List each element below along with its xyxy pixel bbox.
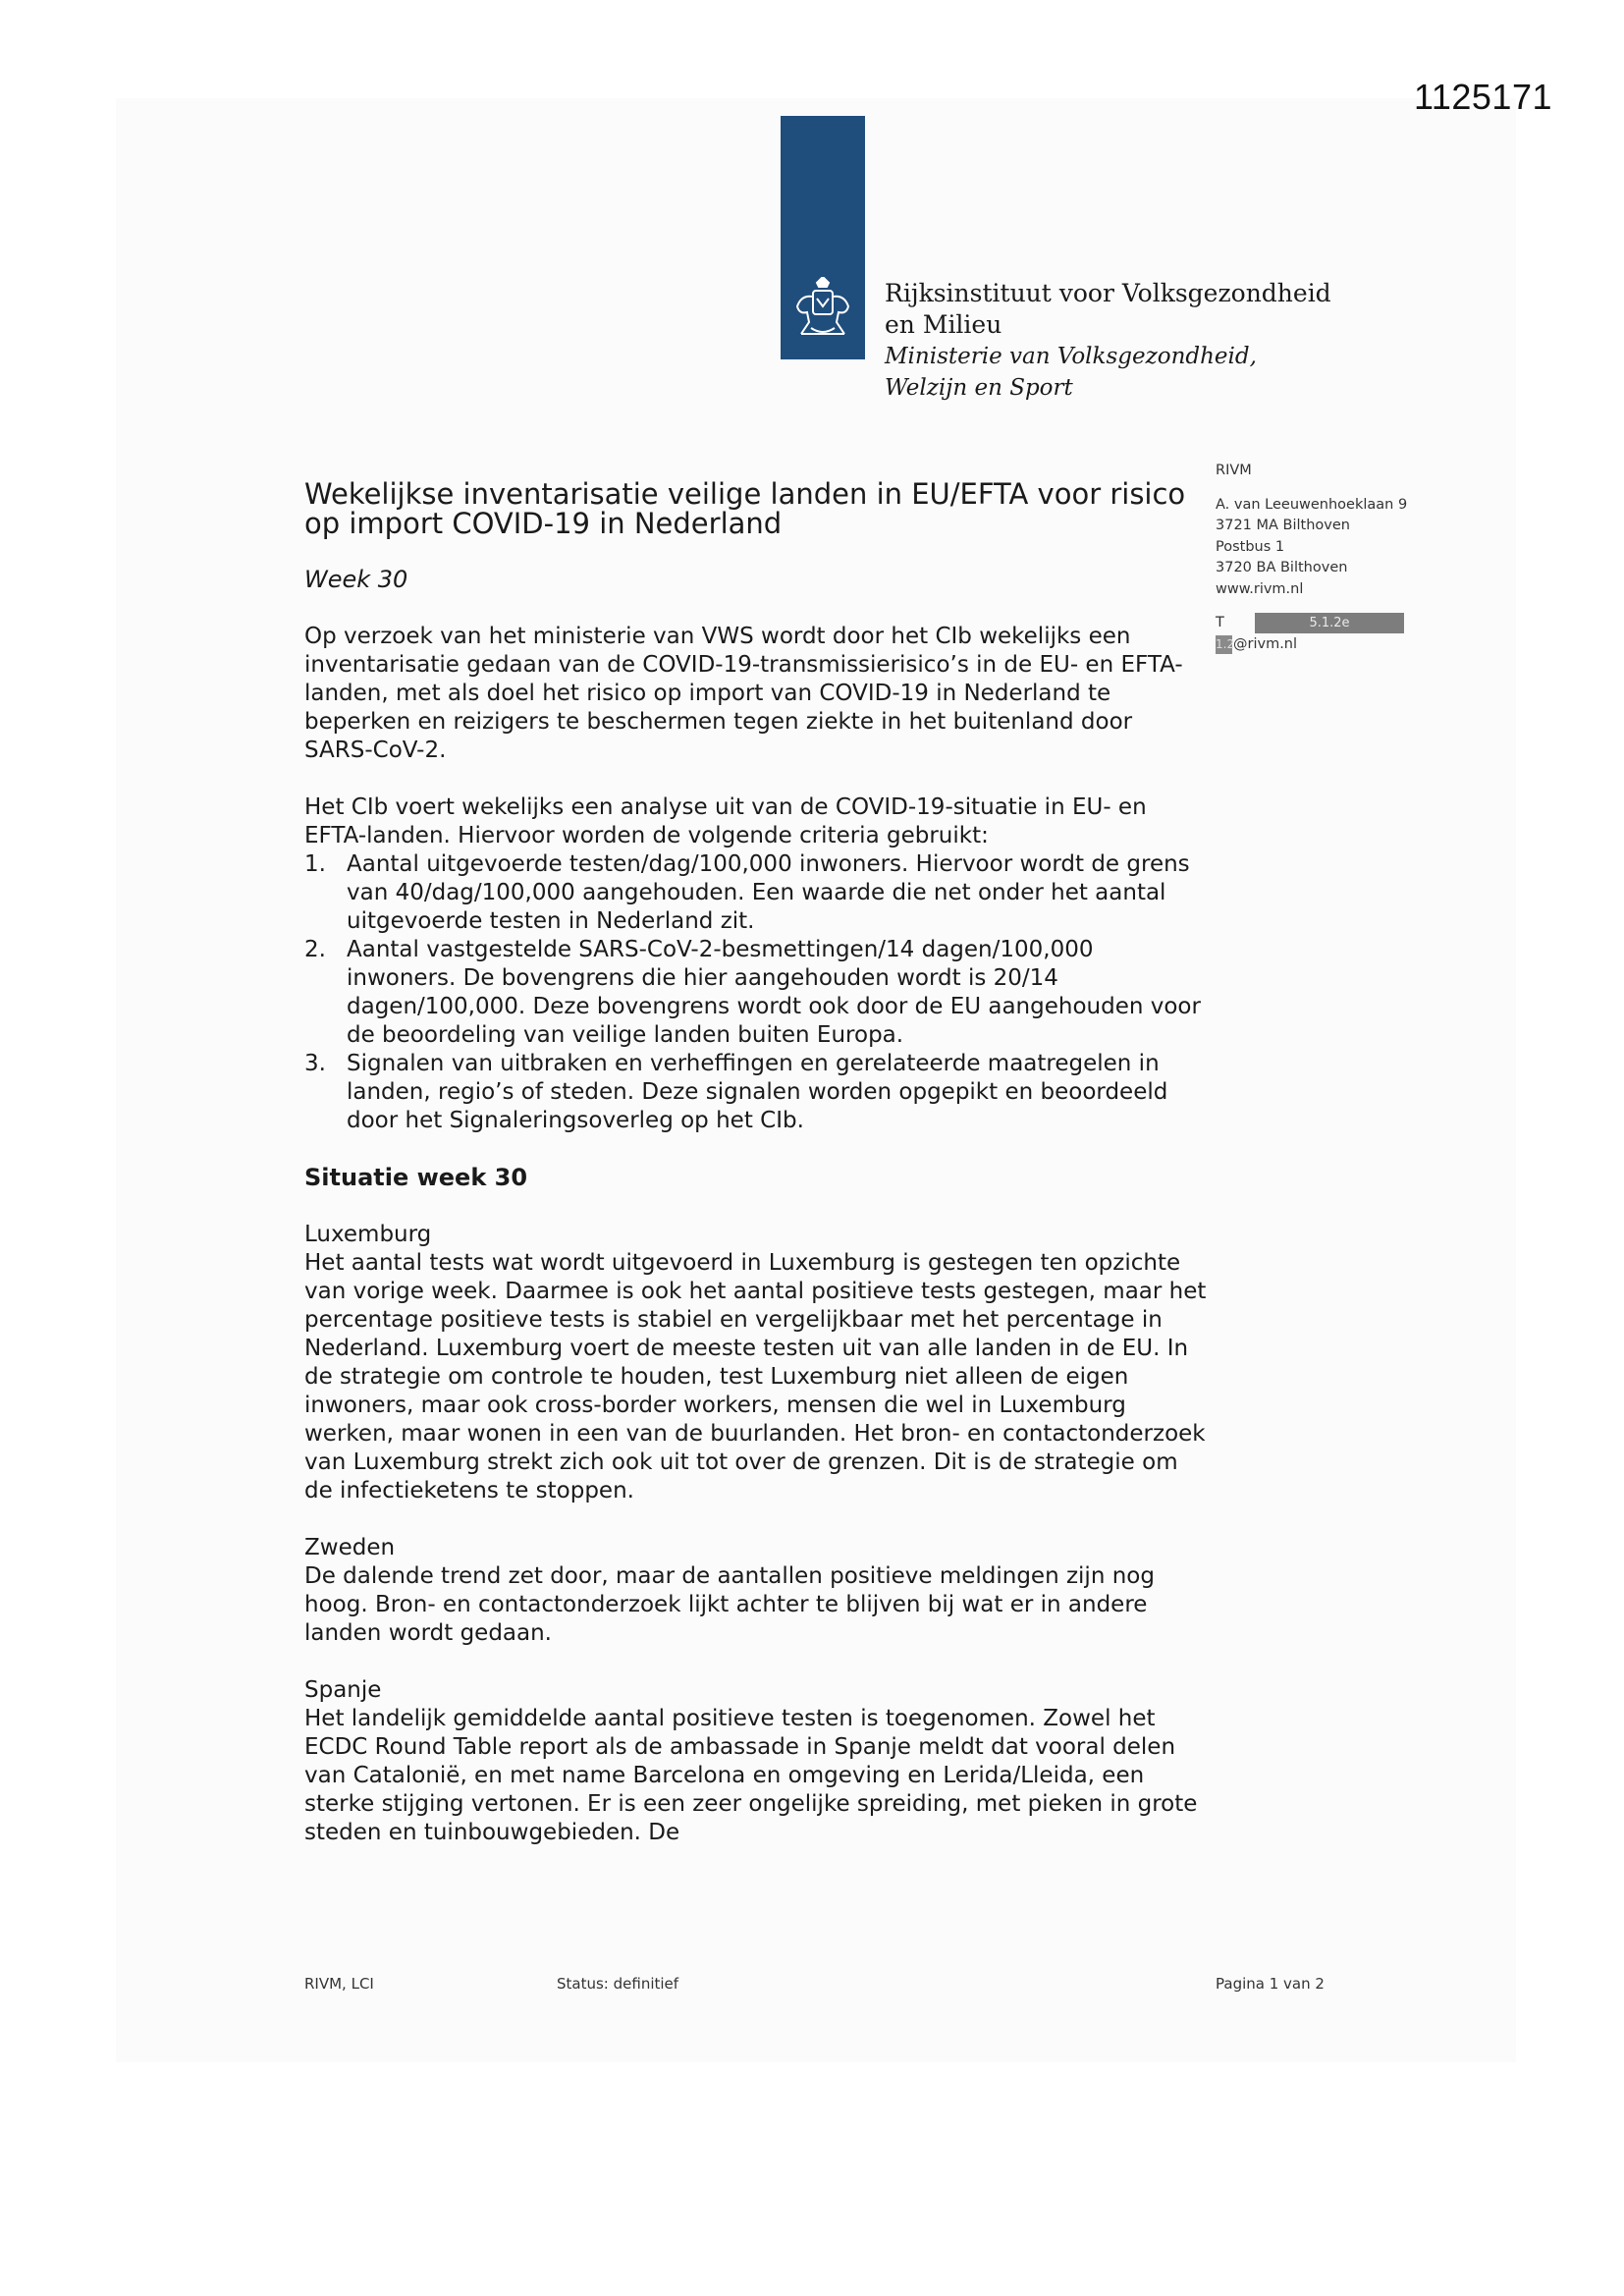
country-section [304,1221,1208,1505]
intro-paragraph: Op verzoek van het ministerie van VWS wordt door het CIb wekelijks een inventarisatie gedaan van de COVID-19-transmissierisico’s in de EU- en EFTA-landen, met als doel het risico op import van COVID-19 in Nederland te beperken en reizigers te beschermen tegen ziekte in het buitenland door SARS-CoV-2. [304,624,1183,763]
redaction-box-small: 1.2 [1216,635,1232,654]
org-line-2: en Milieu [885,310,1002,339]
org-line-4: Welzijn en Sport [885,375,1073,401]
footer-status: Status: definitief [557,1975,679,1993]
sender-sidebar [1216,461,1407,656]
criteria-intro: Het CIb voert wekelijks een analyse uit van de COVID-19-situatie in EU- en EFTA-landen. Hiervoor worden de volgende criteria gebruikt: [304,794,1147,848]
main-content [304,479,1208,1847]
email-row [1216,634,1407,656]
redaction-box: 5.1.2e [1255,613,1404,633]
document-title: Wekelijkse inventarisatie veilige landen in EU/EFTA voor risico op import COVID-19 in Nederland [304,477,1186,540]
website: www.rivm.nl [1216,580,1304,597]
section-title: Situatie week 30 [304,1164,528,1191]
country-section [304,1534,1208,1648]
sidebar-rivm: RIVM [1216,463,1252,478]
address-line: Postbus 1 [1216,538,1285,555]
country-name: Luxemburg [304,1222,432,1247]
telephone-row [1216,613,1407,634]
country-text: Het aantal tests wat wordt uitgevoerd in Luxemburg is gestegen ten opzichte van vorige week. Daarmee is ook het aantal positieve tests gestegen, maar het percentage positieve tests is stabiel en vergelijkbaar met het percentage in Nederland. Luxemburg voert de meeste testen uit van alle landen in de EU. In de strategie om controle te houden, test Luxemburg niet alleen de eigen inwoners, maar ook cross-border workers, mensen die wel in Luxemburg werken, maar wonen in een van de buurlanden. Het bron- en contactonderzoek van Luxemburg strekt zich ook uit tot over de grenzen. Dit is de strategie om de infectieketens te stoppen. [304,1250,1207,1503]
org-line-1: Rijksinstituut voor Volksgezondheid [885,279,1331,307]
document-number: 1125171 [1414,77,1552,117]
government-logo [781,116,865,359]
address-line: 3721 MA Bilthoven [1216,518,1350,533]
week-label: Week 30 [304,566,408,593]
footer-left: RIVM, LCI [304,1975,374,1993]
footer-page-number: Pagina 1 van 2 [1216,1975,1325,1993]
email-suffix: @rivm.nl [1233,636,1298,652]
organisation-name [885,278,1331,404]
address-line: 3720 BA Bilthoven [1216,560,1348,575]
list-item: 2. Aantal vastgestelde SARS-CoV-2-besmettingen/14 dagen/100,000 inwoners. De bovengrens die hier aangehouden wordt is 20/14 dagen/100,000. Deze bovengrens wordt ook door de EU aangehouden voor de beoordeling van veilige landen buiten Europa. [304,937,1201,1048]
telephone-label: T [1216,615,1224,630]
criteria-list [304,850,1208,1135]
country-text: De dalende trend zet door, maar de aantallen positieve meldingen zijn nog hoog. Bron- en contactonderzoek lijkt achter te blijven bij wat er in andere landen wordt gedaan. [304,1563,1155,1646]
list-item: 1. Aantal uitgevoerde testen/dag/100,000 inwoners. Hiervoor wordt de grens van 40/dag/100,000 aangehouden. Een waarde die net onder het aantal uitgevoerde testen in Nederland zit. [304,851,1190,934]
coat-of-arms-icon [787,277,858,342]
country-text: Het landelijk gemiddelde aantal positieve testen is toegenomen. Zowel het ECDC Round Table report als de ambassade in Spanje meldt dat vooral delen van Catalonië, en met name Barcelona en omgeving en Lerida/Lleida, een sterke stijging vertonen. Er is een zeer ongelijke spreiding, met pieken in grote steden en tuinbouwgebieden. De [304,1706,1198,1845]
country-name: Zweden [304,1535,396,1560]
address-line: A. van Leeuwenhoeklaan 9 [1216,496,1408,513]
country-name: Spanje [304,1677,382,1703]
list-item: 3. Signalen van uitbraken en verheffingen en gerelateerde maatregelen in landen, regio’s of steden. Deze signalen worden opgepikt en beoordeeld door het Signaleringsoverleg op het CIb. [304,1051,1168,1133]
org-line-3: Ministerie van Volksgezondheid, [885,344,1257,369]
country-section [304,1676,1208,1847]
